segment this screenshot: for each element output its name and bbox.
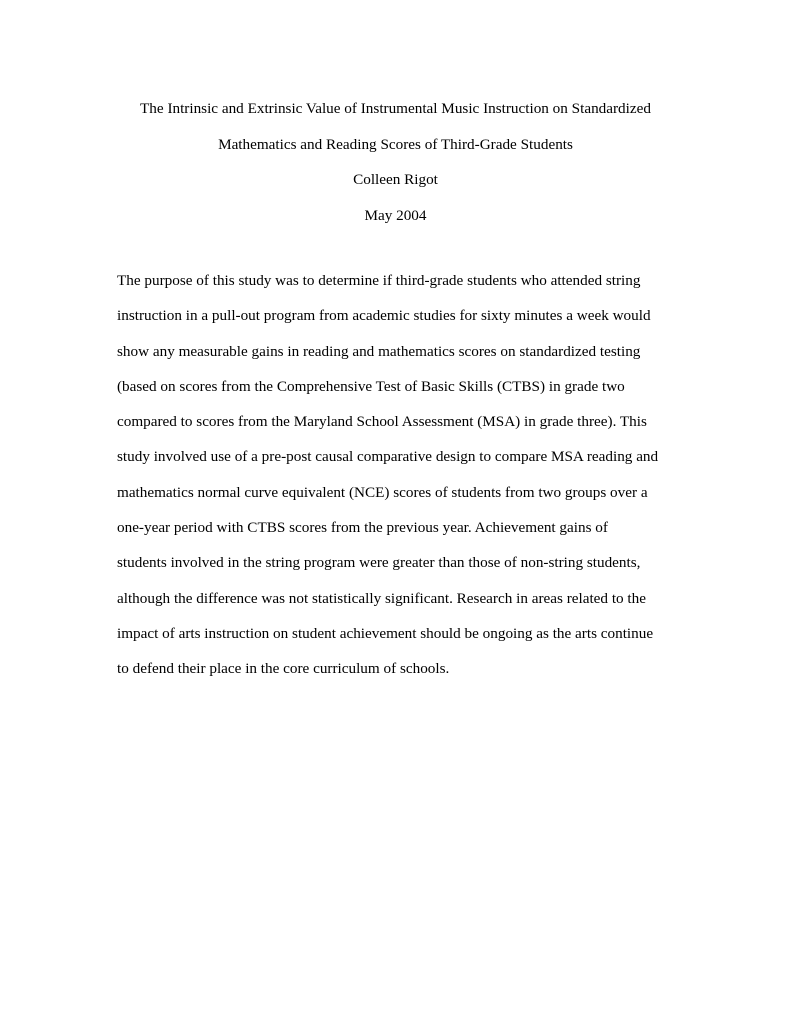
abstract-line: mathematics normal curve equivalent (NCE) scores of students from two groups over a — [117, 483, 648, 501]
abstract-paragraph — [117, 263, 687, 687]
abstract-line: instruction in a pull-out program from academic studies for sixty minutes a week would — [117, 307, 651, 325]
abstract-line: The purpose of this study was to determine if third-grade students who attended string — [117, 272, 641, 289]
abstract-line: (based on scores from the Comprehensive Test of Basic Skills (CTBS) in grade two — [117, 377, 625, 395]
abstract-line: show any measurable gains in reading and mathematics scores on standardized testing — [117, 342, 641, 360]
author-name: Colleen Rigot — [353, 171, 438, 189]
title-block — [0, 91, 791, 233]
abstract-line: students involved in the string program were greater than those of non-string students, — [117, 554, 641, 572]
title-line-1: The Intrinsic and Extrinsic Value of Instrumental Music Instruction on Standardized — [140, 100, 651, 117]
abstract-line: one-year period with CTBS scores from the previous year. Achievement gains of — [117, 519, 608, 537]
title-line-2: Mathematics and Reading Scores of Third-Grade Students — [218, 135, 573, 153]
abstract-line: to defend their place in the core curriculum of schools. — [117, 660, 450, 678]
abstract-line: although the difference was not statistically significant. Research in areas related to the — [117, 589, 646, 607]
publication-date: May 2004 — [364, 206, 427, 224]
abstract-line: study involved use of a pre-post causal comparative design to compare MSA reading and — [117, 448, 659, 466]
abstract-line: compared to scores from the Maryland School Assessment (MSA) in grade three). This — [117, 413, 647, 431]
abstract-line: impact of arts instruction on student achievement should be ongoing as the arts continue — [117, 624, 654, 642]
